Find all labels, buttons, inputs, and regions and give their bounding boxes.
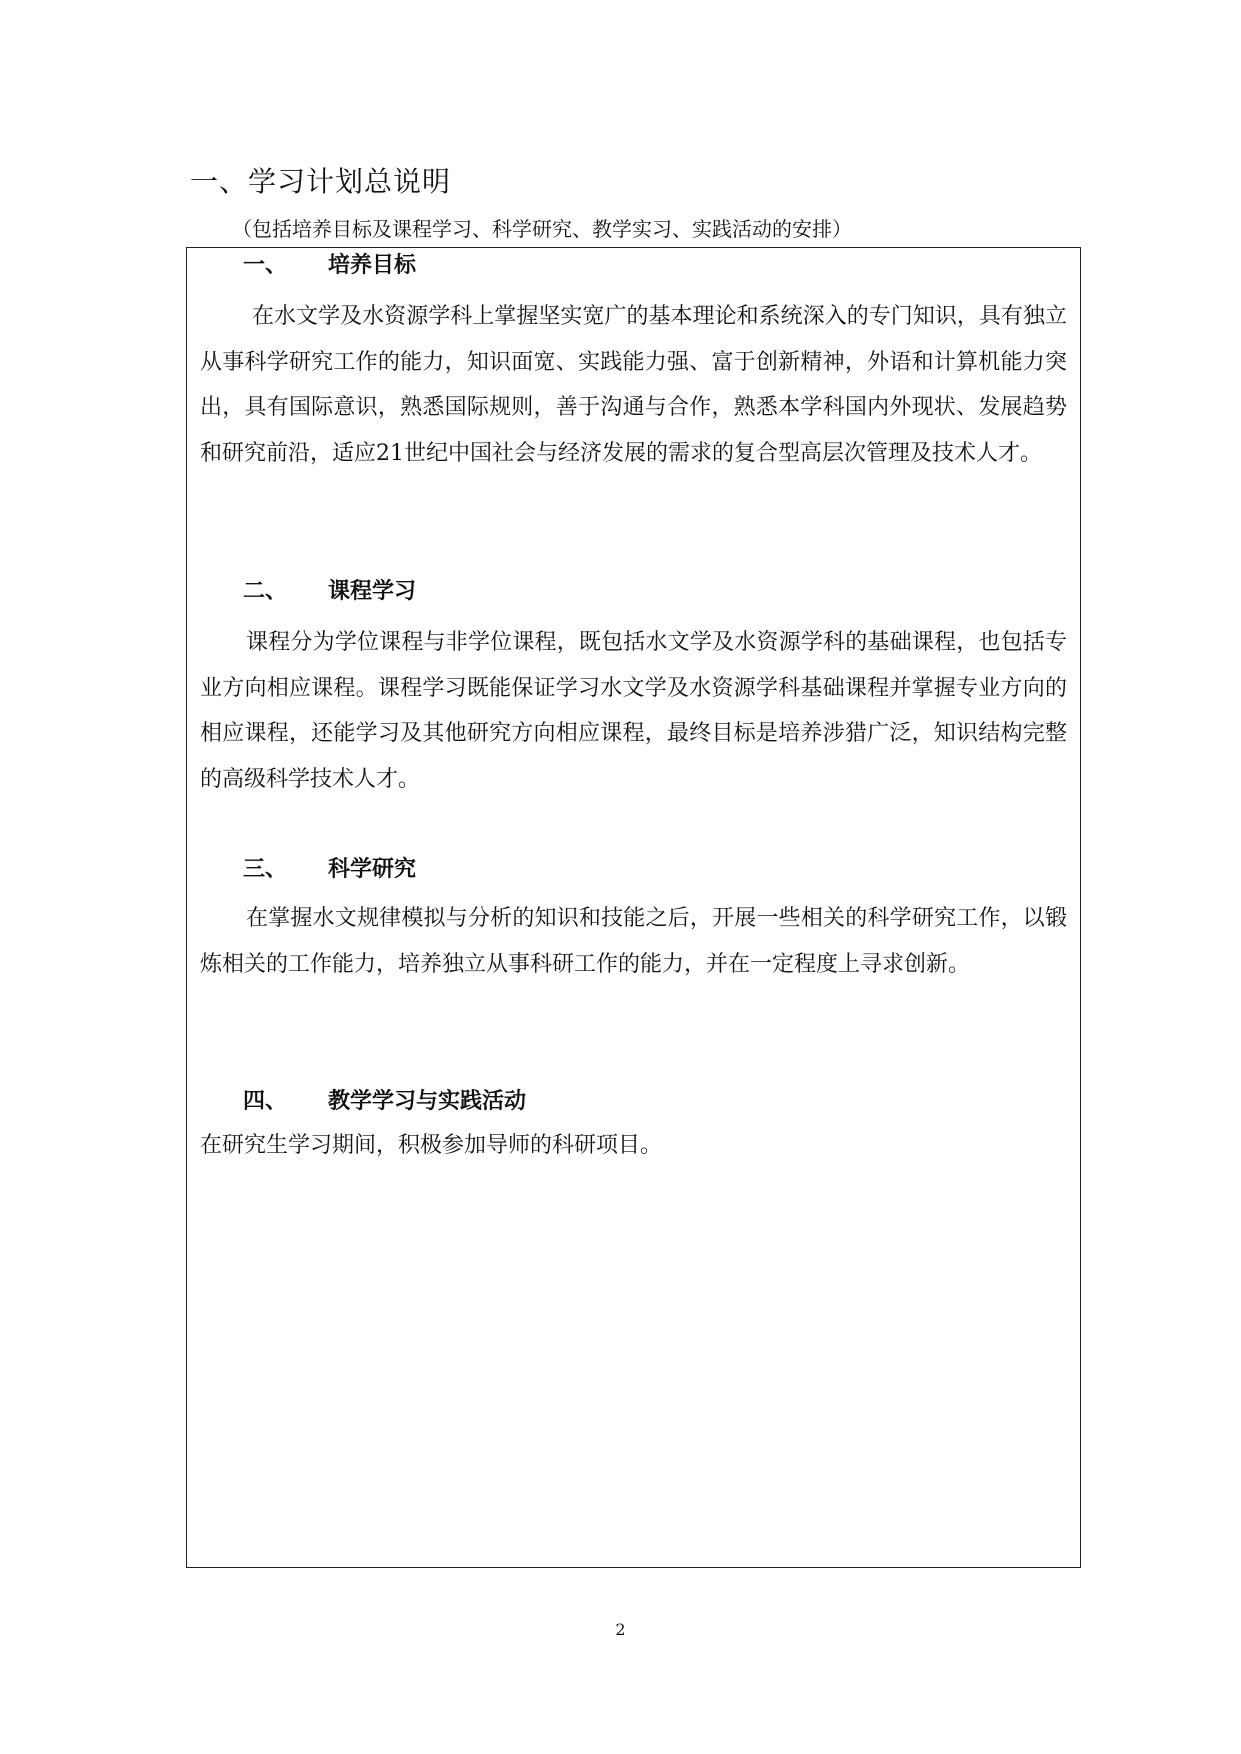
section-name: 培养目标	[328, 253, 417, 278]
page-heading: 一、学习计划总说明	[190, 165, 452, 198]
section-body: 在水文学及水资源学科上掌握坚实宽广的基本理论和系统深入的专门知识，具有独立从事科学研究工作的能力，知识面宽、实践能力强、富于创新精神，外语和计算机能力突出，具有国际意识，熟悉国际规则，善于沟通与合作，熟悉本学科国内外现状、发展趋势和研究前沿，适应21世纪中国社会与经济发展的需求的复合型高层次管理及技术人才。	[200, 304, 1067, 466]
section-number: 四、	[243, 1089, 288, 1114]
section-name: 科学研究	[328, 857, 417, 882]
section-training-goals	[187, 251, 1080, 476]
page-subheading: （包括培养目标及课程学习、科学研究、教学实习、实践活动的安排）	[232, 217, 852, 241]
section-title	[187, 1087, 1080, 1117]
section-course-study	[187, 577, 1080, 802]
section-title	[187, 577, 1080, 607]
section-number: 二、	[243, 579, 288, 604]
section-body: 课程分为学位课程与非学位课程，既包括水文学及水资源学科的基础课程，也包括专业方向相应课程。课程学习既能保证学习水文学及水资源学科基础课程并掌握专业方向的相应课程，还能学习及其他研究方向相应课程，最终目标是培养涉猎广泛，知识结构完整的高级科学技术人才。	[200, 630, 1067, 792]
content-box	[186, 247, 1081, 1568]
section-number: 一、	[243, 253, 288, 278]
section-number: 三、	[243, 857, 288, 882]
section-scientific-research	[187, 855, 1080, 987]
section-name: 教学学习与实践活动	[328, 1089, 527, 1114]
section-title	[187, 251, 1080, 281]
section-title	[187, 855, 1080, 885]
section-body: 在研究生学习期间，积极参加导师的科研项目。	[200, 1133, 663, 1158]
section-name: 课程学习	[328, 579, 417, 604]
section-body: 在掌握水文规律模拟与分析的知识和技能之后，开展一些相关的科学研究工作，以锻炼相关的工作能力，培养独立从事科研工作的能力，并在一定程度上寻求创新。	[200, 906, 1067, 977]
section-teaching-practice	[187, 1087, 1080, 1169]
page-number: 2	[615, 1620, 626, 1639]
